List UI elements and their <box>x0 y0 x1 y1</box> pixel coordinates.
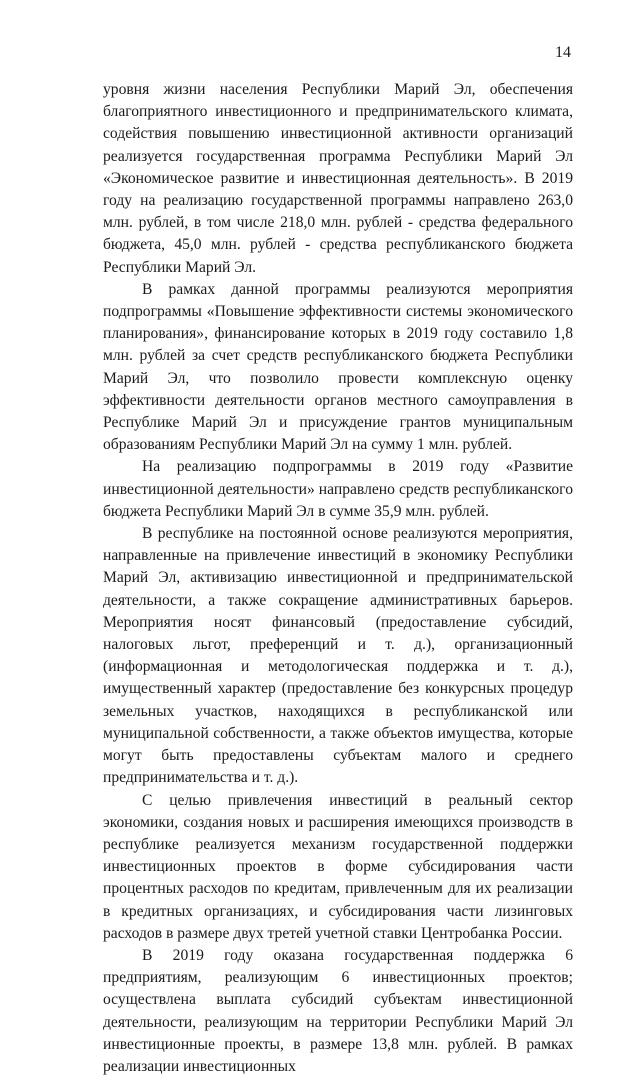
paragraph-continuation: уровня жизни населения Республики Марий Эл, обеспечения благоприятного инвестиционного и предпринимательского климата, содействия повышению инвестиционной активности организаций реализуется государственная программа Республики Марий Эл «Экономическое развитие и инвестиционная деятельность». В 2019 году на реализацию государственной программы направлено 263,0 млн. рублей, в том числе 218,0 млн. рублей - средства федерального бюджета, 45,0 млн. рублей - средства республиканского бюджета Республики Марий Эл. <box>103 81 573 276</box>
paragraph-state-support-mechanism: С целью привлечения инвестиций в реальный сектор экономики, создания новых и расширения имеющихся производств в республике реализуется механизм государственной поддержки инвестиционных проектов в форме субсидирования части процентных расходов по кредитам, привлеченным для их реализации в кредитных организациях, и субсидирования части лизинговых расходов в размере двух третей учетной ставки Центробанка России. <box>103 791 573 942</box>
paragraph-subprogram-funding: На реализацию подпрограммы в 2019 году «Развитие инвестиционной деятельности» направлено средств республиканского бюджета Республики Марий Эл в сумме 35,9 млн. рублей. <box>103 458 573 520</box>
page-number: 14 <box>555 44 571 61</box>
paragraph-investment-measures: В республике на постоянной основе реализуются мероприятия, направленные на привлечение инвестиций в экономику Республики Марий Эл, активизацию инвестиционной и предпринимательской деятельности, а также сокращение административных барьеров. Мероприятия носят финансовый (предоставление субсидий, налоговых льгот, преференций и т. д.), организационный (информационная и методологическая поддержка и т. д.), имущественный характер (предоставление без конкурсных процедур земельных участков, находящихся в республиканской или муниципальной собственности, а также объектов имущества, которые могут быть предоставлены субъектам малого и среднего предпринимательства и т. д.). <box>103 525 573 787</box>
body-text <box>103 79 573 1078</box>
paragraph-support-2019: В 2019 году оказана государственная поддержка 6 предприятиям, реализующим 6 инвестиционных проектов; осуществлена выплата субсидий субъектам инвестиционной деятельности, реализующим на территории Республики Марий Эл инвестиционные проекты, в размере 13,8 млн. рублей. В рамках реализации инвестиционных <box>103 946 573 1075</box>
paragraph-program-measures: В рамках данной программы реализуются мероприятия подпрограммы «Повышение эффективности системы экономического планирования», финансирование которых в 2019 году составило 1,8 млн. рублей за счет средств республиканского бюджета Республики Марий Эл, что позволило провести комплексную оценку эффективности деятельности органов местного самоуправления в Республике Марий Эл и присуждение грантов муниципальным образованиям Республики Марий Эл на сумму 1 млн. рублей. <box>103 280 573 454</box>
